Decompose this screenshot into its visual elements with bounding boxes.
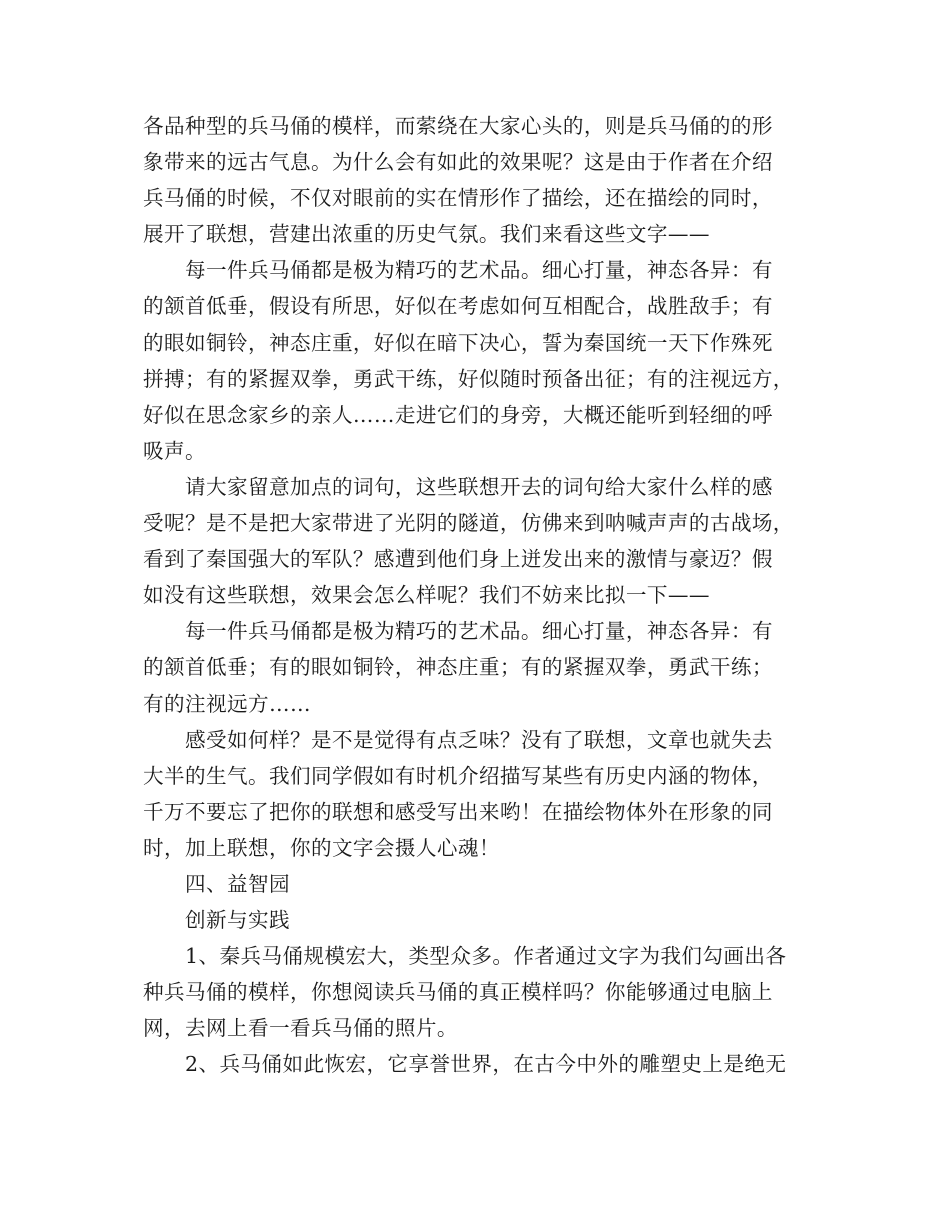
subsection-heading: 创新与实践 xyxy=(185,908,290,933)
text-line: 千万不要忘了把你的联想和感受写出来哟！在描绘物体外在形象的同 xyxy=(143,799,773,824)
text-line: 如没有这些联想，效果会怎么样呢？我们不妨来比拟一下—— xyxy=(143,583,710,608)
text-line: 吸声。 xyxy=(143,438,206,463)
text-line: 2、兵马俑如此恢宏，它享誉世界，在古今中外的雕塑史上是绝无 xyxy=(185,1052,787,1077)
section-heading: 四、益智园 xyxy=(185,871,290,896)
text-line: 每一件兵马俑都是极为精巧的艺术品。细心打量，神态各异：有 xyxy=(185,258,773,283)
text-line: 有的注视远方…… xyxy=(143,691,311,716)
text-line: 兵马俑的时候，不仅对眼前的实在情形作了描绘，还在描绘的同时， xyxy=(143,186,773,211)
text-line: 种兵马俑的模样，你想阅读兵马俑的真正模样吗？你能够通过电脑上 xyxy=(143,980,773,1005)
text-line: 网，去网上看一看兵马俑的照片。 xyxy=(143,1016,458,1041)
text-line: 各品种型的兵马俑的模样，而萦绕在大家心头的，则是兵马俑的的形 xyxy=(143,114,773,138)
text-line: 请大家留意加点的词句，这些联想开去的词句给大家什么样的感 xyxy=(185,474,773,499)
text-line: 每一件兵马俑都是极为精巧的艺术品。细心打量，神态各异：有 xyxy=(185,619,773,644)
text-line: 好似在思念家乡的亲人……走进它们的身旁，大概还能听到轻细的呼 xyxy=(143,402,773,427)
text-line: 1、秦兵马俑规模宏大，类型众多。作者通过文字为我们勾画出各 xyxy=(185,944,787,969)
text-line: 受呢？是不是把大家带进了光阴的隧道，仿佛来到呐喊声声的古战场， xyxy=(143,511,794,536)
text-line: 展开了联想，营建出浓重的历史气氛。我们来看这些文字—— xyxy=(143,222,710,247)
text-line: 的颔首低垂；有的眼如铜铃，神态庄重；有的紧握双拳，勇武干练； xyxy=(143,655,773,680)
text-line: 感受如何样？是不是觉得有点乏味？没有了联想，文章也就失去 xyxy=(185,727,773,752)
text-line: 象带来的远古气息。为什么会有如此的效果呢？这是由于作者在介绍 xyxy=(143,150,773,175)
text-line: 时，加上联想，你的文字会摄人心魂！ xyxy=(143,835,500,860)
text-line: 的颔首低垂，假设有所思，好似在考虑如何互相配合，战胜敌手；有 xyxy=(143,294,773,319)
text-line: 大半的生气。我们同学假如有时机介绍描写某些有历史内涵的物体， xyxy=(143,763,773,788)
document-body xyxy=(143,108,811,1083)
text-line: 的眼如铜铃，神态庄重，好似在暗下决心，誓为秦国统一天下作殊死 xyxy=(143,330,773,355)
text-line: 拼搏；有的紧握双拳，勇武干练，好似随时预备出征；有的注视远方， xyxy=(143,366,794,391)
text-line: 看到了秦国强大的军队？感遭到他们身上迸发出来的激情与豪迈？假 xyxy=(143,547,773,572)
